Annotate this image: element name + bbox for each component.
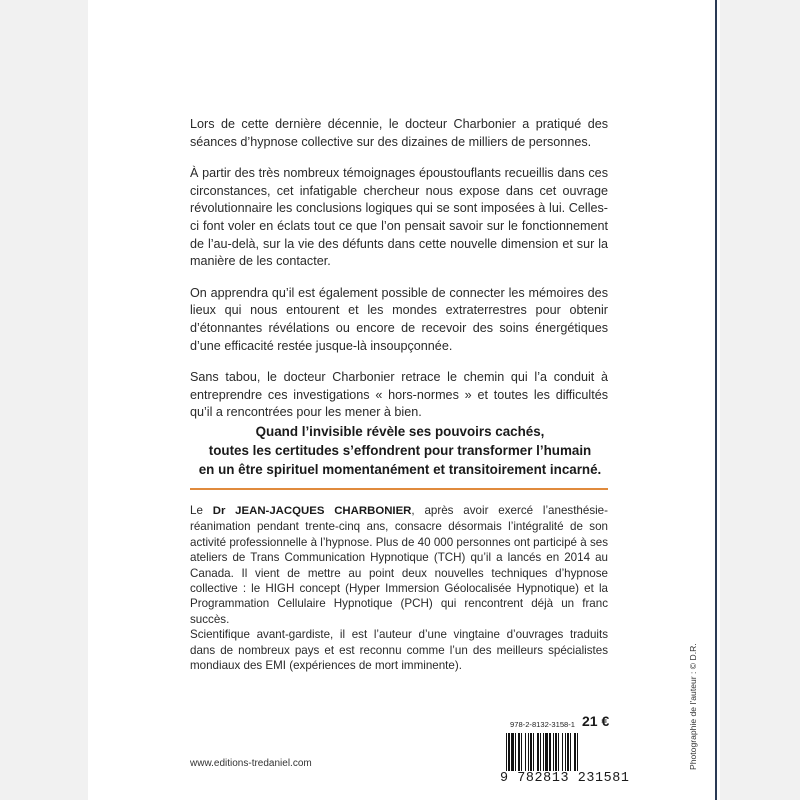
author-name: Dr JEAN-JACQUES CHARBONIER: [212, 505, 412, 517]
barcode: [506, 733, 608, 771]
barcode-bar: [521, 733, 522, 771]
spine-edge: [715, 0, 717, 800]
barcode-bar: [528, 733, 529, 771]
blurb: [190, 116, 608, 436]
barcode-bar: [533, 733, 534, 771]
author-bio: [190, 503, 608, 673]
barcode-bar: [570, 733, 571, 771]
tagline: [160, 422, 640, 479]
publisher-website: www.editions-tredaniel.com: [190, 758, 312, 769]
tagline-line-2: toutes les certitudes s’effondrent pour transformer l’humain: [208, 443, 592, 458]
price: 21 €: [582, 713, 610, 729]
blurb-paragraph-2: À partir des très nombreux témoignages époustouflants recueillis dans ces circonstances, cet infatigable chercheur nous expose dans cet ouvrage révolutionnaire les conclusions logiques qui se sont imposées à lui. Celles-ci font voler en éclats tout ce que l’on pensait savoir sur le fonctionnement de l’au-delà, sur la vie des défunts dans cette nouvelle dimension et sur la manière de les contacter.: [190, 166, 608, 269]
barcode-bar: [545, 733, 548, 771]
barcode-bar: [558, 733, 559, 771]
barcode-bar: [562, 733, 563, 771]
barcode-bar: [543, 733, 544, 771]
barcode-bar: [577, 733, 578, 771]
bio-text: , après avoir exercé l’anesthésie-réanimation pendant trente-cinq ans, consacre désormais l’intégralité de son activité professionnelle à l’hypnose. Plus de 40 000 personnes ont participé à ses ateliers de Trans Communication Hypnotique (TCH) qu’il a lancés en 2014 au Canada. Il vient de mettre au point deux nouvelles techniques d’hypnose collective : le HIGH concept (Hyper Immersion Géolocalisée Hypnotique) et la Programmation Cellulaire Hypnotique (PCH) qui rencontrent déjà un franc succès.: [190, 504, 608, 626]
barcode-bar: [537, 733, 539, 771]
barcode-bar: [518, 733, 520, 771]
barcode-bar: [508, 733, 510, 771]
bio-prefix: Le: [190, 504, 213, 517]
barcode-bar: [549, 733, 551, 771]
barcode-bar: [567, 733, 569, 771]
barcode-digits: 9 782813 231581: [500, 771, 630, 786]
blurb-paragraph-3: On apprendra qu’il est également possible de connecter les mémoires des lieux qui nous entourent et les mondes extraterrestres pour obtenir d’étonnantes révélations ou encore de recevoir des soins énergétiques d’une efficacité restée jusque-là insoupçonnée.: [190, 285, 608, 353]
barcode-bar: [530, 733, 532, 771]
blurb-paragraph-1: Lors de cette dernière décennie, le docteur Charbonier a pratiqué des séances d’hypnose collective sur des dizaines de milliers de personnes.: [190, 117, 608, 149]
barcode-bar: [540, 733, 541, 771]
tagline-line-1: Quand l’invisible révèle ses pouvoirs cachés,: [255, 424, 545, 439]
barcode-bar: [553, 733, 554, 771]
barcode-bar: [506, 733, 507, 771]
barcode-bar: [515, 733, 516, 771]
barcode-bar: [555, 733, 557, 771]
blurb-paragraph-4: Sans tabou, le docteur Charbonier retrace le chemin qui l’a conduit à entreprendre ces investigations « hors-normes » et toutes les difficultés qu’il a rencontrées pour les mener à bien.: [190, 370, 608, 420]
isbn: 978-2-8132-3158-1: [510, 720, 576, 729]
barcode-bar: [574, 733, 576, 771]
barcode-bar: [511, 733, 514, 771]
divider: [190, 488, 608, 490]
barcode-bar: [565, 733, 566, 771]
photo-credit: Photographie de l’auteur : © D.R.: [688, 643, 698, 770]
barcode-bar: [525, 733, 526, 771]
bio-text-2: Scientifique avant-gardiste, il est l’auteur d’une vingtaine d’ouvrages traduits dans de nombreux pays et est reconnu comme l’un des meilleurs spécialistes mondiaux des EMI (expériences de mort imminente).: [190, 628, 608, 673]
tagline-line-3: en un être spirituel momentanément et transitoirement incarné.: [198, 462, 602, 477]
